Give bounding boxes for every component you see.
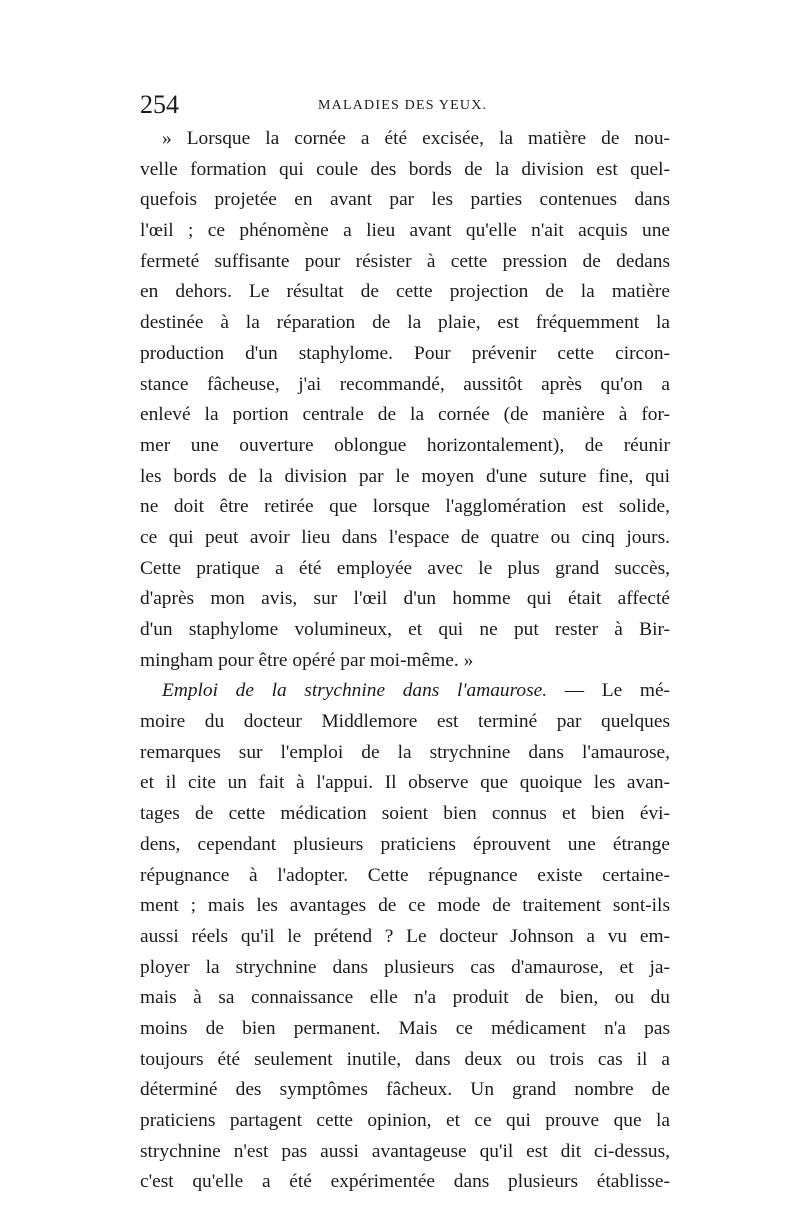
text-line: Cette pratique a été employée avec le plus grand succès, <box>140 557 670 579</box>
text-line: » Lorsque la cornée a été excisée, la matière de nou- <box>162 128 670 149</box>
text-line: fermeté suffisante pour résister à cette pression de dedans <box>140 250 670 272</box>
text-line: en dehors. Le résultat de cette projection de la matière <box>140 281 670 303</box>
text-line: strychnine n'est pas aussi avantageuse qu'il est dit ci-dessus, <box>140 1140 670 1162</box>
text-line: ment ; mais les avantages de ce mode de traitement sont-ils <box>140 895 670 917</box>
text-line: répugnance à l'adopter. Cette répugnance existe certaine- <box>140 864 670 886</box>
section-heading: Emploi de la strychnine dans l'amaurose. <box>162 680 548 702</box>
body-text <box>140 124 670 1198</box>
text-line: mer une ouverture oblongue horizontalement), de réunir <box>140 434 670 456</box>
text-line: ployer la strychnine dans plusieurs cas d'amaurose, et ja- <box>140 956 670 978</box>
heading-continuation: — Le mé- <box>547 680 671 702</box>
running-head <box>140 90 670 120</box>
text-line: dens, cependant plusieurs praticiens éprouvent une étrange <box>140 833 670 855</box>
page-number: 254 <box>140 90 179 119</box>
text-line: stance fâcheuse, j'ai recommandé, aussitôt après qu'on a <box>140 373 670 395</box>
section-first-line <box>140 676 670 707</box>
running-title: MALADIES DES YEUX. <box>318 98 488 113</box>
text-line: destinée à la réparation de la plaie, est fréquemment la <box>140 312 670 334</box>
text-line: production d'un staphylome. Pour prévenir cette circon- <box>140 342 670 364</box>
text-line: d'un staphylome volumineux, et qui ne put rester à Bir- <box>140 619 670 640</box>
text-line: velle formation qui coule des bords de la division est quel- <box>140 158 670 180</box>
text-line: c'est qu'elle a été expérimentée dans plusieurs établisse- <box>140 1171 670 1193</box>
text-line: moins de bien permanent. Mais ce médicament n'a pas <box>140 1017 670 1039</box>
text-line: tages de cette médication soient bien connus et bien évi- <box>140 803 670 825</box>
text-line: ce qui peut avoir lieu dans l'espace de quatre ou cinq jours. <box>140 526 670 548</box>
text-line: quefois projetée en avant par les parties contenues dans <box>140 189 670 211</box>
text-line: praticiens partagent cette opinion, et ce qui prouve que la <box>140 1110 670 1131</box>
text-line: toujours été seulement inutile, dans deux ou trois cas il a <box>140 1048 670 1070</box>
text-line: ne doit être retirée que lorsque l'agglomération est solide, <box>140 496 670 518</box>
text-line: mais à sa connaissance elle n'a produit de bien, ou du <box>140 987 670 1009</box>
text-line: aussi réels qu'il le prétend ? Le docteur Johnson a vu em- <box>140 925 670 947</box>
text-line: l'œil ; ce phénomène a lieu avant qu'elle n'ait acquis une <box>140 220 670 242</box>
text-line: d'après mon avis, sur l'œil d'un homme qui était affecté <box>140 588 670 610</box>
text-line: mingham pour être opéré par moi-même. » <box>140 649 474 671</box>
text-line: les bords de la division par le moyen d'une suture fine, qui <box>140 465 670 487</box>
text-line: moire du docteur Middlemore est terminé par quelques <box>140 711 670 733</box>
text-line: déterminé des symptômes fâcheux. Un grand nombre de <box>140 1079 670 1101</box>
text-line: enlevé la portion centrale de la cornée (de manière à for- <box>140 404 670 426</box>
text-line: et il cite un fait à l'appui. Il observe que quoique les avan- <box>140 772 670 794</box>
text-line: remarques sur l'emploi de la strychnine dans l'amaurose, <box>140 741 670 763</box>
